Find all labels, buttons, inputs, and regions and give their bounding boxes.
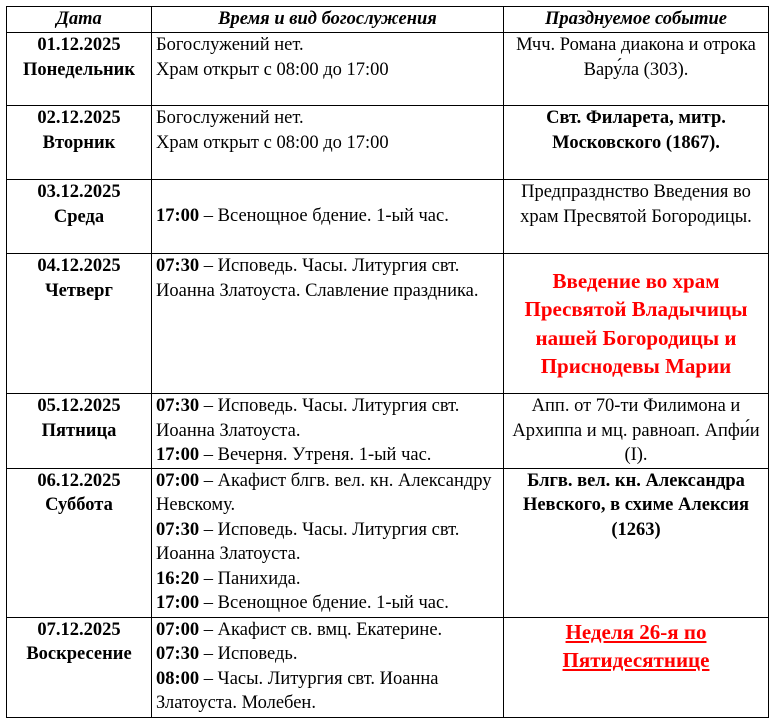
date-cell <box>7 254 152 394</box>
date-cell <box>7 617 152 717</box>
service-line <box>156 518 499 567</box>
header-date: Дата <box>7 7 152 33</box>
event-cell <box>504 33 769 106</box>
service-cell <box>152 394 504 469</box>
schedule-rows <box>7 33 769 718</box>
event-text: Блгв. вел. кн. Александра Невского, в схиме Алексия (1263) <box>522 470 750 540</box>
weekday: Суббота <box>45 495 113 515</box>
service-time: 16:20 <box>156 568 200 589</box>
weekday: Четверг <box>45 280 113 301</box>
service-text: – Исповедь. Часы. Литургия свт. Иоанна Златоуста. Славление праздника. <box>156 256 479 301</box>
date-value: 02.12.2025 <box>37 108 121 128</box>
service-time: 07:00 <box>156 619 200 640</box>
service-text: – Акафист св. вмц. Екатерине. <box>199 619 443 640</box>
service-cell <box>152 617 504 717</box>
service-line <box>156 567 499 592</box>
service-time: 07:30 <box>156 256 200 276</box>
event-text: Неделя 26-я по Пятидесятнице <box>562 619 710 672</box>
weekday: Вторник <box>42 132 116 153</box>
date-cell <box>7 468 152 617</box>
service-time: 07:30 <box>156 396 200 416</box>
service-line <box>156 591 499 616</box>
date-value: 04.12.2025 <box>37 256 121 276</box>
service-line <box>156 394 499 443</box>
service-text: Храм открыт с 08:00 до 17:00 <box>156 59 389 80</box>
table-row <box>7 394 769 469</box>
service-line <box>156 204 499 229</box>
service-text: – Панихида. <box>199 568 301 589</box>
service-cell <box>152 180 504 254</box>
service-text: – Всенощное бдение. 1-ый час. <box>199 206 449 227</box>
service-text: – Всенощное бдение. 1-ый час. <box>199 593 449 613</box>
service-time: 17:00 <box>156 206 200 227</box>
event-cell <box>504 106 769 180</box>
service-text: Храм открыт с 08:00 до 17:00 <box>156 132 389 153</box>
date-cell <box>7 180 152 254</box>
weekday: Среда <box>53 206 105 227</box>
service-line <box>156 642 499 667</box>
service-text: – Исповедь. <box>199 644 298 664</box>
date-cell <box>7 33 152 106</box>
event-text: Свт. Филарета, митр. Московского (1867). <box>546 108 726 153</box>
table-row <box>7 180 769 254</box>
event-text: Введение во храм Пресвятой Владычицы нашей Богородицы и Приснодевы Марии <box>524 268 748 378</box>
table-row <box>7 33 769 106</box>
header-service: Время и вид богослужения <box>152 7 504 33</box>
service-text: Богослужений нет. <box>156 35 304 55</box>
date-cell <box>7 106 152 180</box>
service-line <box>156 131 499 156</box>
weekday: Пятница <box>41 420 117 441</box>
service-text: – Исповедь. Часы. Литургия свт. Иоанна Златоуста. <box>156 519 460 564</box>
service-time: 07:30 <box>156 644 200 664</box>
service-cell <box>152 468 504 617</box>
weekday: Понедельник <box>23 59 135 80</box>
service-text: – Акафист блгв. вел. кн. Александру Невскому. <box>156 470 492 515</box>
service-cell <box>152 254 504 394</box>
event-cell <box>504 468 769 617</box>
table-row <box>7 254 769 394</box>
service-time: 07:30 <box>156 519 200 540</box>
service-text: – Вечерня. Утреня. 1-ый час. <box>199 445 432 465</box>
date-value: 07.12.2025 <box>37 619 121 640</box>
date-value: 01.12.2025 <box>37 35 121 55</box>
date-value: 03.12.2025 <box>37 182 121 202</box>
service-line <box>156 667 499 716</box>
service-text: – Часы. Литургия свт. Иоанна Златоуста. Молебен. <box>156 668 439 713</box>
service-line <box>156 443 499 468</box>
service-time: 17:00 <box>156 445 200 465</box>
event-text: Предпразднство Введения во храм Пресвятой Богородицы. <box>520 182 752 227</box>
event-text: Мчч. Романа диакона и отрока Вару́ла (303). <box>516 35 756 80</box>
service-line <box>156 33 499 58</box>
header-row <box>7 7 769 33</box>
schedule-table <box>6 6 769 718</box>
event-cell <box>504 617 769 717</box>
service-text: – Исповедь. Часы. Литургия свт. Иоанна Златоуста. <box>156 396 460 441</box>
date-value: 06.12.2025 <box>37 470 121 491</box>
service-time: 17:00 <box>156 593 200 613</box>
table-row <box>7 617 769 717</box>
event-cell <box>504 180 769 254</box>
service-line <box>156 58 499 83</box>
table-row <box>7 106 769 180</box>
service-line <box>156 254 499 303</box>
event-cell <box>504 394 769 469</box>
event-text: Апп. от 70-ти Филимона и Архиппа и мц. равноап. Апфи́и (I). <box>512 396 760 465</box>
service-text: Богослужений нет. <box>156 108 304 128</box>
event-cell <box>504 254 769 394</box>
header-event: Празднуемое событие <box>504 7 769 33</box>
weekday: Воскресение <box>26 644 132 664</box>
service-time: 07:00 <box>156 470 200 491</box>
table-row <box>7 468 769 617</box>
service-line <box>156 106 499 131</box>
service-cell <box>152 33 504 106</box>
service-time: 08:00 <box>156 668 200 689</box>
service-line <box>156 469 499 518</box>
service-cell <box>152 106 504 180</box>
date-cell <box>7 394 152 469</box>
date-value: 05.12.2025 <box>37 396 121 416</box>
service-line <box>156 618 499 643</box>
